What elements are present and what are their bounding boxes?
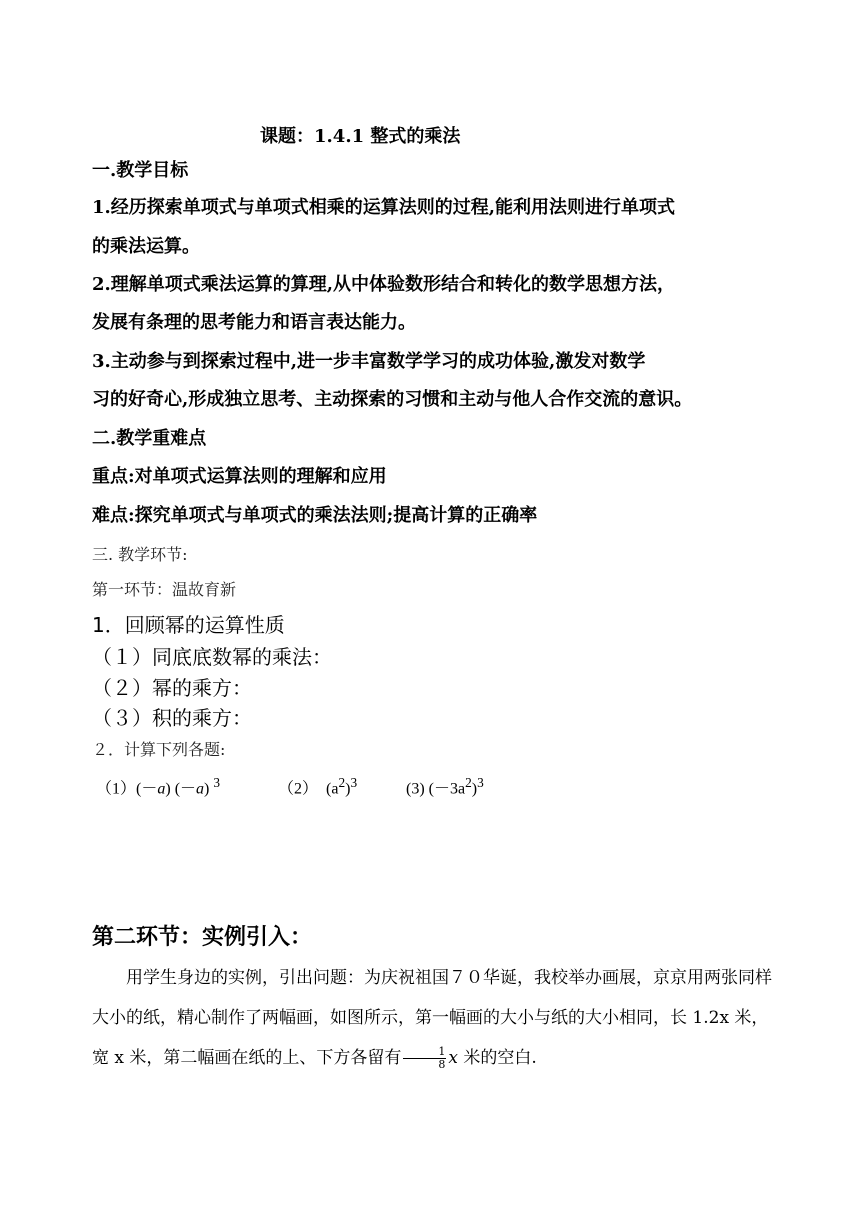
goal-1-line-2: 的乘法运算。 [92, 236, 200, 257]
goal-3-line-1: 3.主动参与到探索过程中,进一步丰富数学学习的成功体验,激发对数学 [92, 351, 646, 372]
review-item: （１）同底底数幂的乘法： [92, 645, 332, 669]
calc-title: ２．计算下列各题: [92, 740, 226, 759]
calc-problem-3: (3) $(-3a^2)^3$ [406, 775, 484, 798]
fraction: $\frac{1}{8}$ [403, 1046, 446, 1071]
review-item: （３）积的乘方： [92, 706, 252, 730]
stage-1-title: 第一环节：温故育新 [92, 580, 237, 599]
heading-key-difficult: 二.教学重难点 [92, 428, 207, 449]
review-item: （２）幂的乘方： [92, 676, 252, 700]
difficult-point: 难点:探究单项式与单项式的乘法法则;提高计算的正确率 [92, 505, 538, 526]
key-point: 重点:对单项式运算法则的理解和应用 [92, 466, 387, 487]
problem-2-label: （2） [278, 780, 319, 798]
heading-teaching-goals: 一.教学目标 [92, 160, 189, 181]
lesson-title: 课题：1.4.1 整式的乘法 [260, 126, 461, 147]
heading-teaching-stages: 三. 教学环节: [92, 545, 188, 564]
calc-problem-1: （1）(－a) (－a) $^3$ [96, 775, 221, 798]
review-title: 1．回顾幂的运算性质 [92, 613, 285, 637]
calc-problem-2: （2） $(a^2)^3$ [278, 775, 358, 798]
goal-1-line-1: 1.经历探索单项式与单项式相乘的运算法则的过程,能利用法则进行单项式 [92, 197, 676, 218]
goal-2-line-1: 2.理解单项式乘法运算的算理,从中体验数形结合和转化的数学思想方法， [92, 274, 676, 295]
problem-1-label: （1） [96, 780, 137, 798]
goal-2-line-2: 发展有条理的思考能力和语言表达能力。 [92, 312, 416, 333]
stage-2-paragraph: 用学生身边的实例，引出问题：为庆祝祖国７０华诞，我校举办画展，京京用两张同样大小的纸，精心制作了两幅画，如图所示，第一幅画的大小与纸的大小相同，长 1.2x 米，宽 x 米，第二幅画在纸的上、下方各留有 $\frac{1}{8}$ x 米的空白. [92, 968, 772, 1071]
goal-3-line-2: 习的好奇心,形成独立思考、主动探索的习惯和主动与他人合作交流的意识。 [92, 389, 693, 410]
stage-2-heading: 第二环节：实例引入： [92, 925, 313, 950]
